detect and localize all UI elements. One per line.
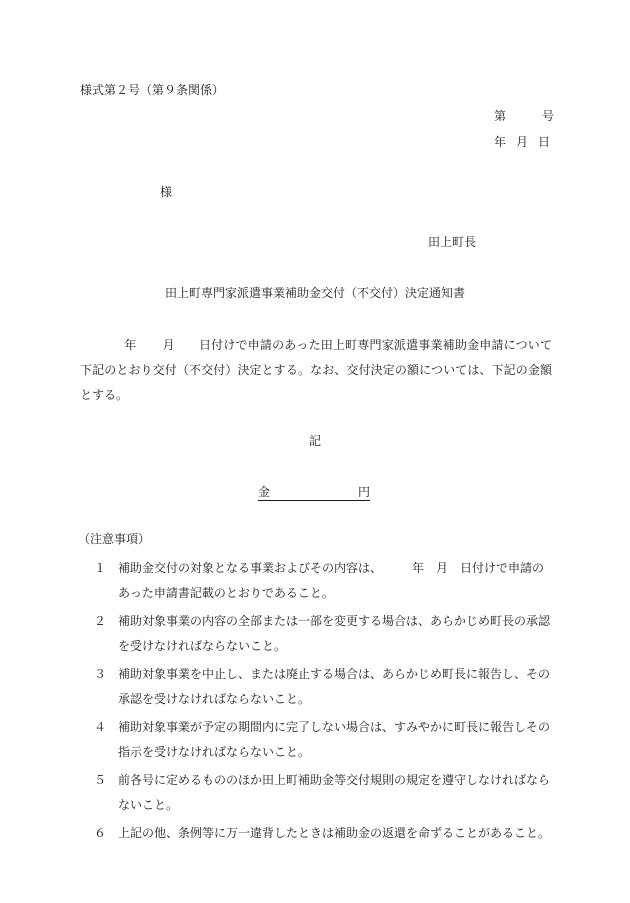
note-number: ４	[94, 720, 107, 734]
note-text: 上記の他、条例等に万一違背したときは補助金の返還を命ずることがあること。	[118, 826, 551, 840]
doc-no-suffix: 号	[542, 109, 555, 123]
note-text-before: 補助金交付の対象となる事業およびその内容は、	[118, 561, 383, 575]
form-number: 様式第２号（第９条関係）	[80, 83, 225, 97]
note-item	[94, 609, 554, 659]
note-number: ３	[94, 667, 107, 681]
body-paragraph	[80, 333, 552, 408]
note-text: 前各号に定めるもののほか田上町補助金等交付規則の規定を遵守しなければならないこと。	[118, 773, 551, 812]
ki-heading: 記	[308, 434, 321, 448]
amount-unit: 円	[357, 485, 370, 499]
document-title: 田上町専門家派遣事業補助金交付（不交付）決定通知書	[164, 286, 465, 300]
date-day: 日	[538, 135, 551, 149]
note-text-after: 日付けで申請のあった申請書記載のとおりであること。	[118, 561, 545, 600]
note-item	[94, 556, 554, 606]
document-number	[494, 110, 554, 122]
note-number: ６	[94, 826, 107, 840]
note-item	[94, 662, 554, 712]
body-year: 年	[124, 338, 137, 352]
amount-line	[258, 486, 370, 501]
body-month: 月	[162, 338, 175, 352]
note-text: 補助対象事業を中止し、または廃止する場合は、あらかじめ町長に報告し、その承認を受けなければならないこと。	[118, 667, 551, 706]
doc-no-prefix: 第	[494, 109, 507, 123]
note-month: 月	[436, 561, 449, 575]
notes-list	[94, 556, 554, 849]
amount-prefix: 金	[258, 485, 271, 499]
sender-name: 田上町長	[428, 235, 477, 249]
addressee-honorific: 様	[160, 185, 173, 199]
notes-heading: （注意事項）	[78, 532, 151, 546]
date-month: 月	[516, 135, 529, 149]
date-year: 年	[494, 135, 507, 149]
note-item	[94, 768, 554, 818]
note-text: 補助対象事業の内容の全部または一部を変更する場合は、あらかじめ町長の承認を受けなければならないこと。	[118, 614, 551, 653]
note-item	[94, 821, 554, 846]
amount-underline	[258, 486, 370, 501]
note-number: ５	[94, 773, 107, 787]
note-item	[94, 715, 554, 765]
note-number: １	[94, 561, 107, 575]
note-year: 年	[412, 561, 425, 575]
body-text: 日付けで申請のあった田上町専門家派遣事業補助金申請について下記のとおり交付（不交付）決定とする。なお、交付決定の額については、下記の金額とする。	[80, 338, 552, 402]
note-text: 補助対象事業が予定の期間内に完了しない場合は、すみやかに町長に報告しその指示を受けなければならないこと。	[118, 720, 551, 759]
document-date	[494, 136, 550, 148]
note-number: ２	[94, 614, 107, 628]
